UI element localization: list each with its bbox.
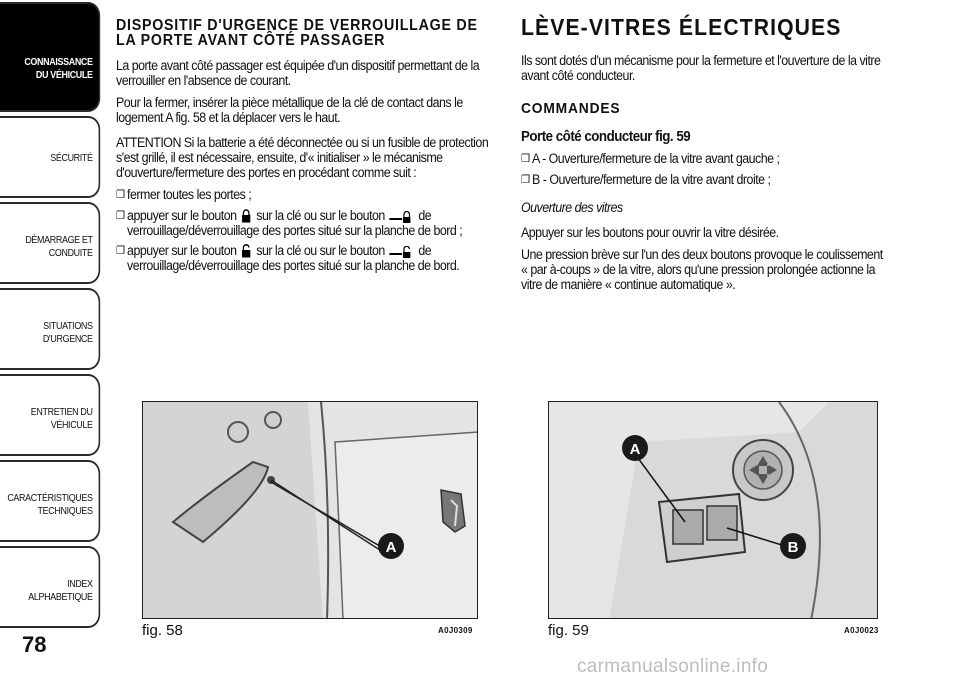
- svg-text:A: A: [629, 441, 641, 458]
- bullet-icon: ❒: [521, 174, 530, 186]
- door-lock-illustration: [143, 402, 478, 619]
- paragraph: Ils sont dotés d'un mécanisme pour la fermeture et l'ouverture de la vitre avant côté conducteur.: [521, 53, 881, 83]
- door-unlock-button-icon: [390, 246, 414, 258]
- list-item: ❒ A - Ouverture/fermeture de la vitre avant gauche ;: [521, 151, 780, 166]
- figure-59-code: A0J0023: [844, 626, 879, 635]
- bullet-icon: ❒: [116, 189, 125, 201]
- figure-59-window-switches-illustration: [548, 401, 878, 619]
- left-column: [116, 18, 498, 278]
- list-item: ❒ B - Ouverture/fermeture de la vitre avant droite ;: [521, 172, 771, 187]
- figure-58-code: A0J0309: [438, 626, 473, 635]
- padlock-icon: [241, 209, 251, 223]
- tab-securite[interactable]: SÉCURITÉ: [0, 116, 100, 198]
- section-heading-power-windows: LÈVE-VITRES ÉLECTRIQUES: [521, 14, 842, 40]
- figure-58-door-lock-illustration: [142, 401, 478, 619]
- section-heading-emergency-lock: DISPOSITIF D'URGENCE DE VERROUILLAGE DE LA PORTE AVANT CÔTÉ PASSAGER: [116, 17, 478, 49]
- driver-door-subheading: Porte côté conducteur fig. 59: [521, 129, 691, 145]
- window-opening-subheading: Ouverture des vitres: [521, 200, 623, 215]
- bullet-icon: ❒: [521, 153, 530, 165]
- svg-text:B: B: [787, 539, 799, 556]
- svg-text:A: A: [385, 539, 397, 556]
- tab-situations-durgence[interactable]: SITUATIONS D'URGENCE: [0, 288, 100, 370]
- paragraph: Pour la fermer, insérer la pièce métallique de la clé de contact dans le logement A fig. 58 et la déplacer vers le haut.: [116, 95, 463, 125]
- figure-59-label: fig. 59: [548, 622, 589, 639]
- attention-paragraph: ATTENTION Si la batterie a été déconnectée ou si un fusible de protection s'est grillé, il est nécessaire, ensuite, d'« initialiser » le mécanisme d'ouverture/fermeture des portes en procédant comme suit :: [116, 135, 489, 180]
- tab-connaissance-du-vehicule[interactable]: CONNAISSANCE DU VÉHICULE: [0, 2, 100, 112]
- paragraph: Appuyer sur les boutons pour ouvrir la vitre désirée.: [521, 225, 779, 240]
- tab-index-alphabetique[interactable]: INDEX ALPHABETIQUE: [0, 546, 100, 628]
- tab-caracteristiques-techniques[interactable]: CARACTÉRISTIQUES TECHNIQUES: [0, 460, 100, 542]
- chapter-sidebar: [0, 0, 102, 686]
- list-item: ❒ appuyer sur le bouton sur la clé ou sur le bouton de verrouillage/déverrouillage des portes situé sur la planche de bord.: [116, 243, 460, 273]
- right-column: [521, 14, 891, 299]
- door-lock-button-icon: [390, 211, 414, 223]
- list-item: ❒ fermer toutes les portes ;: [116, 187, 252, 202]
- bullet-icon: ❒: [116, 245, 125, 257]
- tab-entretien-du-vehicule[interactable]: ENTRETIEN DU VÉHICULE: [0, 374, 100, 456]
- window-switch-illustration: [549, 402, 878, 619]
- page-number: 78: [22, 632, 47, 657]
- unlock-icon: [241, 244, 251, 258]
- watermark: carmanualsonline.info: [577, 656, 769, 677]
- paragraph: Une pression brève sur l'un des deux boutons provoque le coulissement « par à-coups » de la vitre, alors qu'une pression prolongée actionne la vitre de manière « continue automatique ».: [521, 247, 883, 292]
- list-item: ❒ appuyer sur le bouton sur la clé ou sur le bouton de verrouillage/déverrouillage des portes situé sur la planche de bord ;: [116, 208, 463, 238]
- commands-heading: COMMANDES: [521, 100, 621, 117]
- paragraph: La porte avant côté passager est équipée d'un dispositif permettant de la verrouiller en l'absence de courant.: [116, 58, 480, 88]
- bullet-icon: ❒: [116, 210, 125, 222]
- figure-58-label: fig. 58: [142, 622, 183, 639]
- tab-demarrage-et-conduite[interactable]: DÉMARRAGE ET CONDUITE: [0, 202, 100, 284]
